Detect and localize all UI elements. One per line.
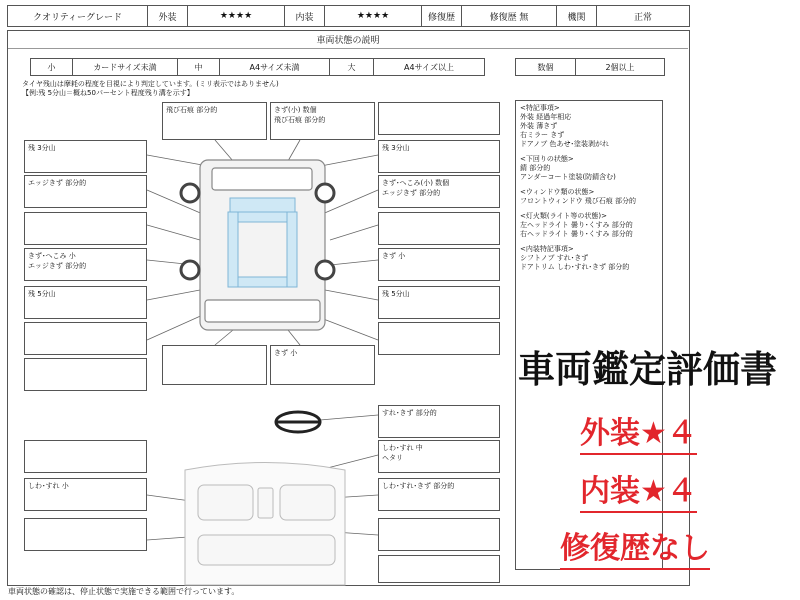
damage-box-steering: すれ･きず 部分的	[378, 405, 500, 438]
count-label: 数個	[516, 59, 576, 75]
tire-note-line2: 【例:残 5分山＝概ね50パーセント程度残り溝を示す】	[22, 89, 194, 97]
car-body	[200, 160, 325, 330]
damage-box-interior-right-2: しわ･すれ･きず 部分的	[378, 478, 500, 511]
damage-box-rear-right: きず 小	[270, 345, 375, 385]
damage-box-interior-left-1	[24, 440, 147, 473]
notes-window-1: フロントウィンドウ 飛び石痕 部分的	[520, 197, 637, 205]
notes-special-head: <特記事項>	[520, 104, 560, 112]
damage-box-right-0	[378, 102, 500, 135]
size-large-desc: A4サイズ以上	[404, 62, 454, 72]
damage-box-left-5: 残 5分山	[24, 286, 147, 319]
damage-box-interior-right-4	[378, 555, 500, 583]
notes-interior-2: ドアトリム しわ･すれ･きず 部分的	[520, 263, 630, 271]
notes-special-2: 外装 薄きず	[520, 122, 558, 130]
tire-note-line1: タイヤ残山は摩耗の程度を目視により判定しています。(ミリ表示ではありません)	[22, 80, 279, 88]
interior-label: 内装	[285, 6, 325, 26]
notes-special-1: 外装 経過年相応	[520, 113, 572, 121]
size-medium-label: 中	[178, 59, 220, 75]
steering-wheel-icon	[276, 412, 320, 432]
notes-under-head: <下回りの状態>	[520, 155, 574, 163]
damage-box-left-6	[24, 322, 147, 355]
size-small-label: 小	[31, 59, 73, 75]
notes-interior-1: シフトノブ すれ･きず	[520, 254, 589, 262]
notes-lamp-head: <灯火類(ライト等の状態)>	[520, 212, 607, 220]
footer-note: 車両状態の確認は、停止状態で実施できる範囲で行っています。	[8, 587, 240, 596]
notes-under-2: アンダーコート塗装(防錆含む)	[520, 173, 616, 181]
exterior-label: 外装	[148, 6, 188, 26]
quality-grade-label: クオリティーグレード	[8, 6, 148, 26]
damage-box-right-2: きず･へこみ(小) 数個 エッジきず 部分的	[378, 175, 500, 208]
damage-box-left-1: 残 3分山	[24, 140, 147, 173]
damage-box-left-3	[24, 212, 147, 245]
exterior-stars: ★★★★	[188, 6, 285, 26]
notes-lamp-2: 右ヘッドライト 曇り･くすみ 部分的	[520, 230, 633, 238]
interior-seats	[185, 463, 345, 586]
overlay-interior-rating: 内装★４	[580, 473, 697, 513]
overlay-exterior-rating: 外装★４	[580, 415, 697, 455]
damage-box-right-3	[378, 212, 500, 245]
damage-box-left-4: きず･へこみ 小 エッジきず 部分的	[24, 248, 147, 281]
damage-box-right-1: 残 3分山	[378, 140, 500, 173]
notes-special-4: ドアノブ 色あせ･塗装剥がれ	[520, 140, 609, 148]
notes-lamp-1: 左ヘッドライト 曇り･くすみ 部分的	[520, 221, 633, 229]
damage-box-right-4: きず 小	[378, 248, 500, 281]
damage-box-interior-right-1: しわ･すれ 中 ヘタリ	[378, 440, 500, 473]
repair-history-label: 修復歴	[422, 6, 462, 26]
repair-history-value: 修復歴 無	[462, 6, 557, 26]
damage-box-interior-left-2: しわ･すれ 小	[24, 478, 147, 511]
notes-window-head: <ウィンドウ類の状態>	[520, 188, 595, 196]
damage-box-interior-left-3	[24, 518, 147, 551]
engine-label: 機関	[557, 6, 597, 26]
damage-box-front-left: 飛び石痕 部分的	[162, 102, 267, 140]
damage-box-left-2: エッジきず 部分的	[24, 175, 147, 208]
notes-under-1: 錆 部分的	[520, 164, 551, 172]
damage-box-interior-right-3	[378, 518, 500, 551]
overlay-repair-history: 修復歴なし	[560, 530, 710, 570]
damage-box-right-5: 残 5分山	[378, 286, 500, 319]
notes-interior-head: <内装特記事項>	[520, 245, 574, 253]
size-small-desc: カードサイズ未満	[73, 59, 178, 75]
notes-special-3: 右ミラー きず	[520, 131, 565, 139]
damage-box-rear-left	[162, 345, 267, 385]
damage-box-left-7	[24, 358, 147, 391]
appraisal-title: 車両鑑定評価書	[518, 348, 777, 391]
size-medium-desc: A4サイズ未満	[220, 59, 330, 75]
engine-value: 正常	[633, 12, 652, 23]
damage-box-right-6	[378, 322, 500, 355]
count-desc: 2個以上	[605, 62, 635, 72]
damage-box-front-right: きず(小) 数個 飛び石痕 部分的	[270, 102, 375, 140]
sheet-title: 車両状態の説明	[8, 31, 688, 49]
size-large-label: 大	[330, 59, 374, 75]
interior-stars: ★★★★	[325, 6, 422, 26]
